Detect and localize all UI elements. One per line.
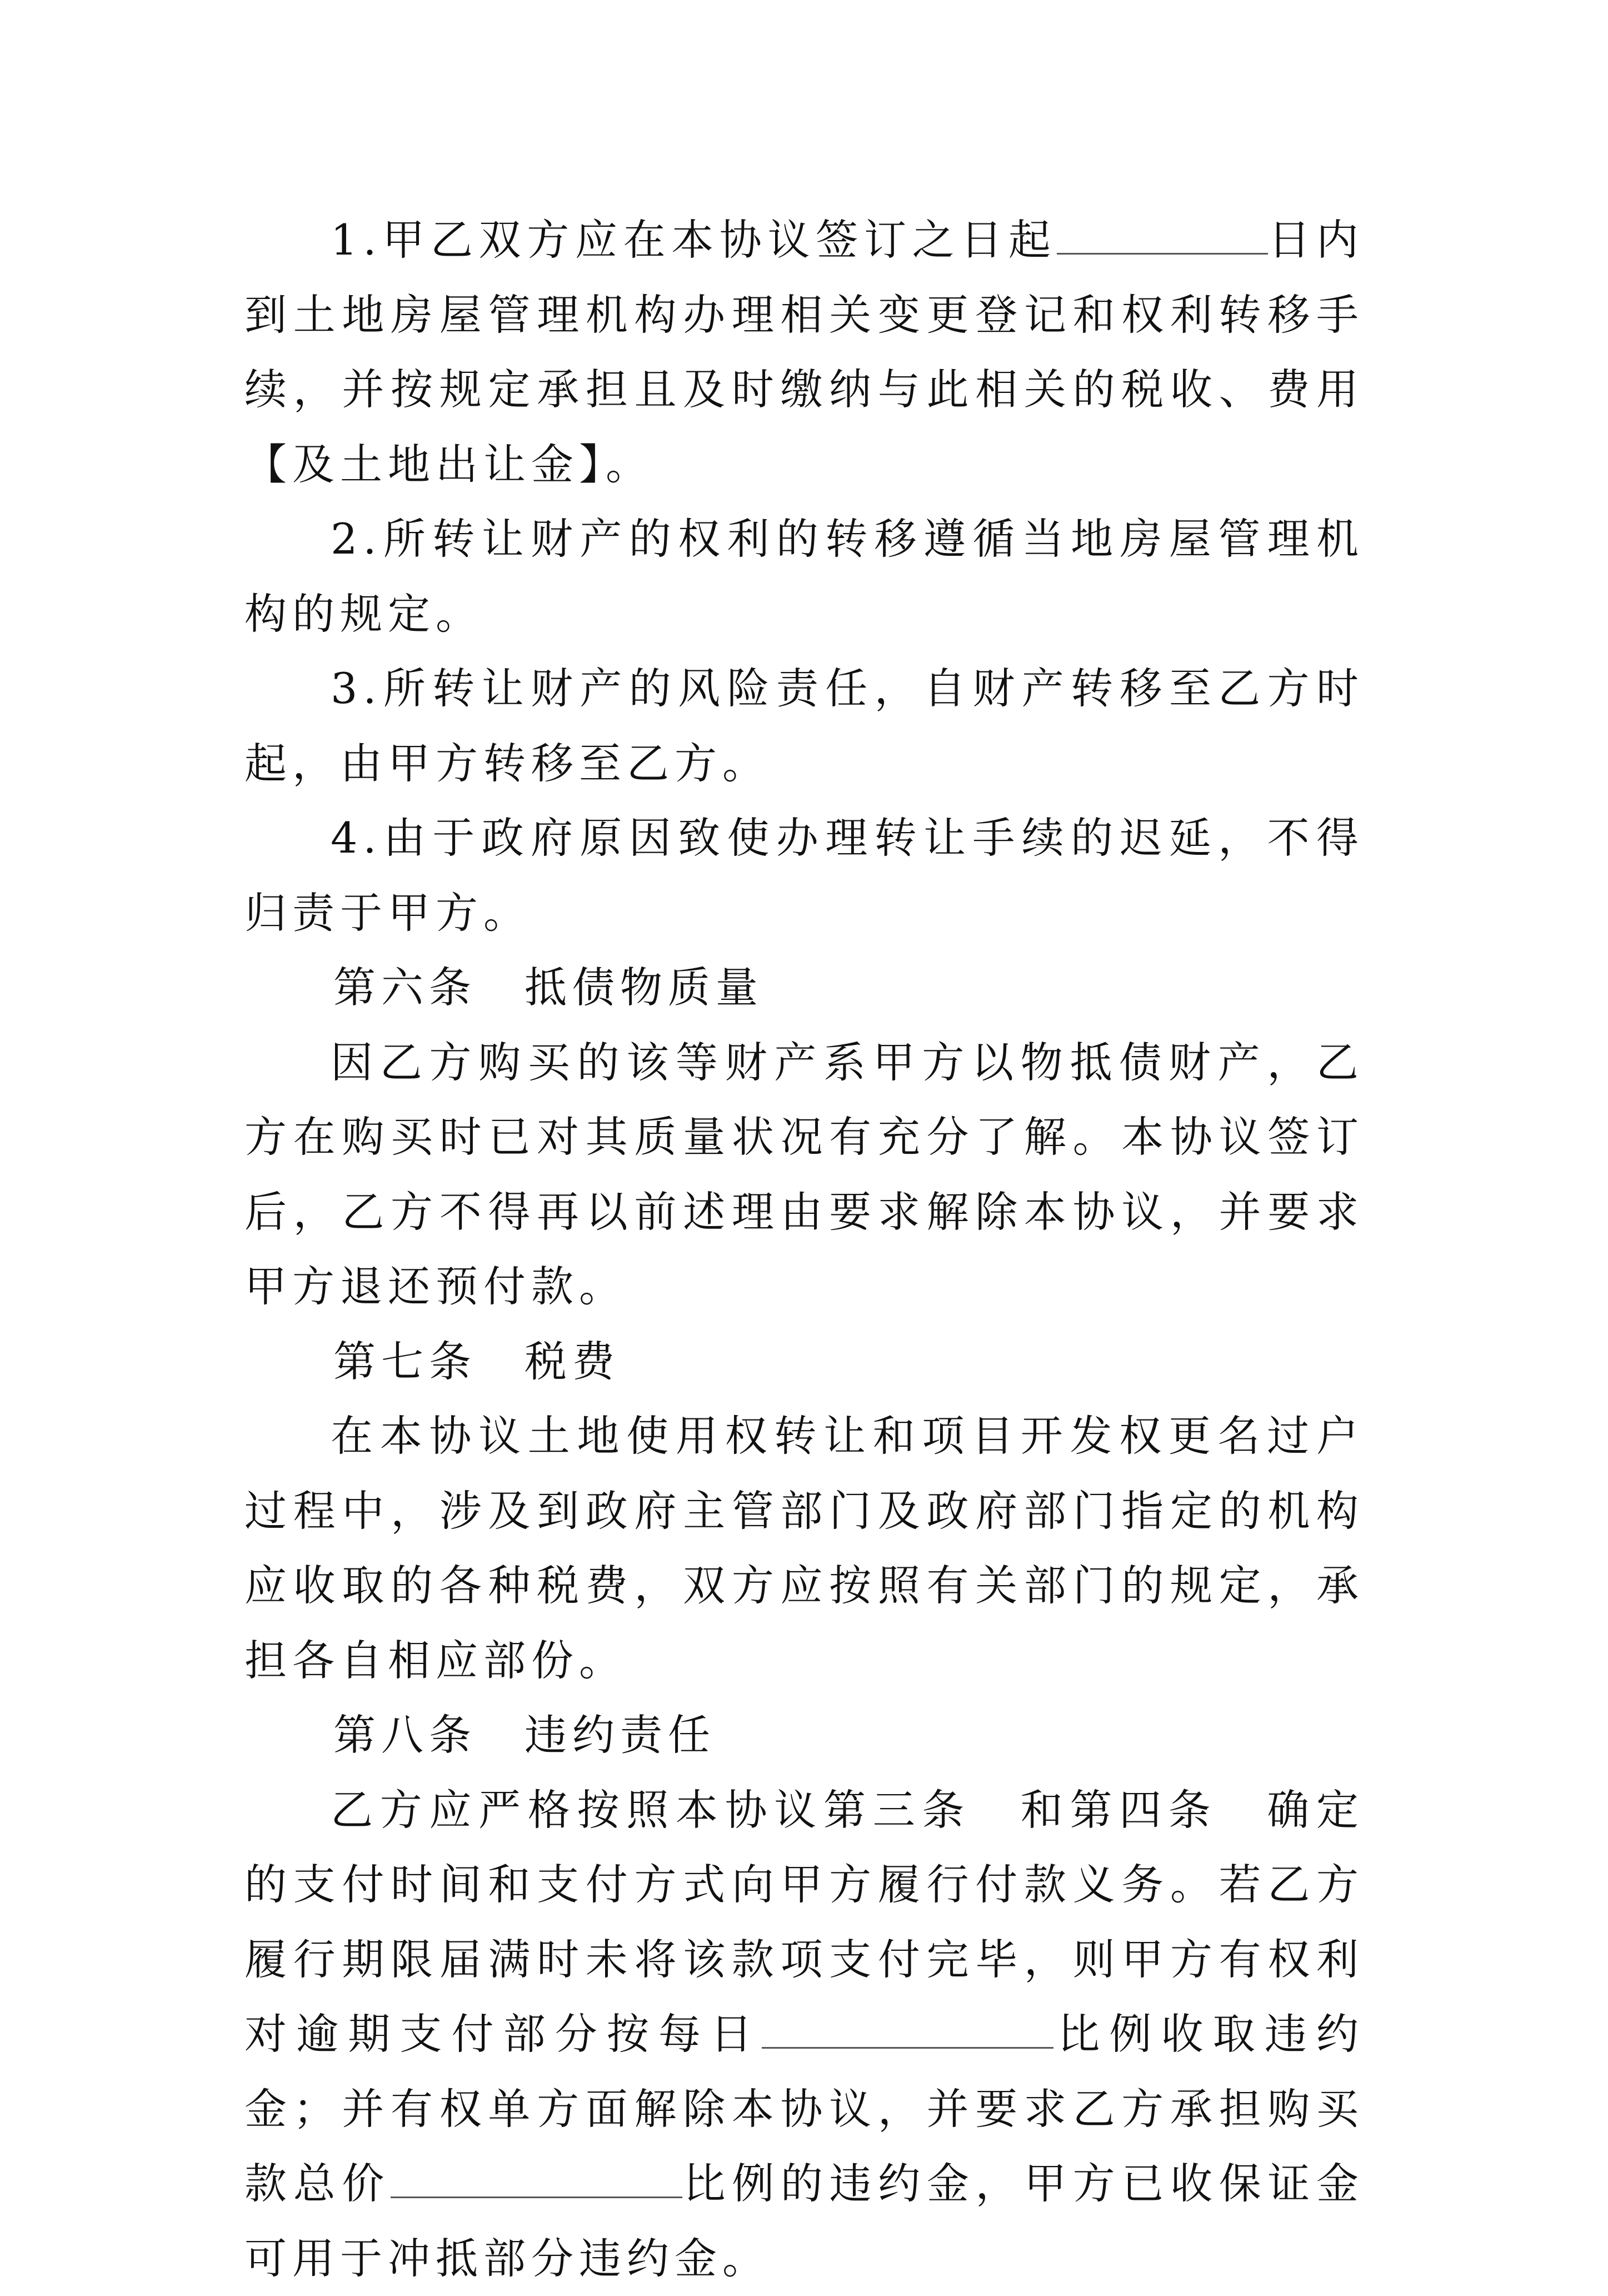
document-body [244,203,1364,2296]
clause-5-2: 2.所转让财产的权利的转移遵循当地房屋管理机构的规定。 [244,502,1364,651]
article-7-body: 在本协议土地使用权转让和项目开发权更名过户过程中，涉及到政府主管部门及政府部门指定的机构应收取的各种税费，双方应按照有关部门的规定，承担各自相应部份。 [244,1399,1364,1698]
article-7-heading: 第七条 税费 [244,1324,1364,1399]
clause-5-1-text-b: 日内到土地房屋管理机构办理相关变更登记和权利转移手续，并按规定承担且及时缴纳与此相关的税收、费用【及土地出让金】。 [244,215,1364,489]
article-8-text-b: 比例收取违约金；并有权单方面解除本协议，并要求乙方承担购买款总价 [244,2009,1364,2208]
blank-days-field [1057,210,1268,255]
article-8-text-a: 乙方应严格按照本协议第三条 和第四条 确定的支付时间和支付方式向甲方履行付款义务。若乙方履行期限届满时未将该款项支付完毕，则甲方有权利对逾期支付部分按每日 [244,1785,1364,2059]
article-8-text-c: 比例的违约金，甲方已收保证金可用于冲抵部分违约金。 [244,2159,1364,2283]
article-6-heading: 第六条 抵债物质量 [244,950,1364,1025]
clause-5-1-text-a: 1.甲乙双方应在本协议签订之日起 [331,215,1057,265]
blank-daily-rate-field [762,2004,1053,2049]
clause-5-3: 3.所转让财产的风险责任，自财产转移至乙方时起，由甲方转移至乙方。 [244,651,1364,801]
clause-5-4: 4.由于政府原因致使办理转让手续的迟延，不得归责于甲方。 [244,801,1364,950]
article-8-body [244,1773,1364,2296]
article-6-body: 因乙方购买的该等财产系甲方以物抵债财产，乙方在购买时已对其质量状况有充分了解。本协议签订后，乙方不得再以前述理由要求解除本协议，并要求甲方退还预付款。 [244,1025,1364,1324]
blank-penalty-rate-field [391,2153,682,2198]
article-8-heading: 第八条 违约责任 [244,1698,1364,1773]
clause-5-1 [244,203,1364,502]
